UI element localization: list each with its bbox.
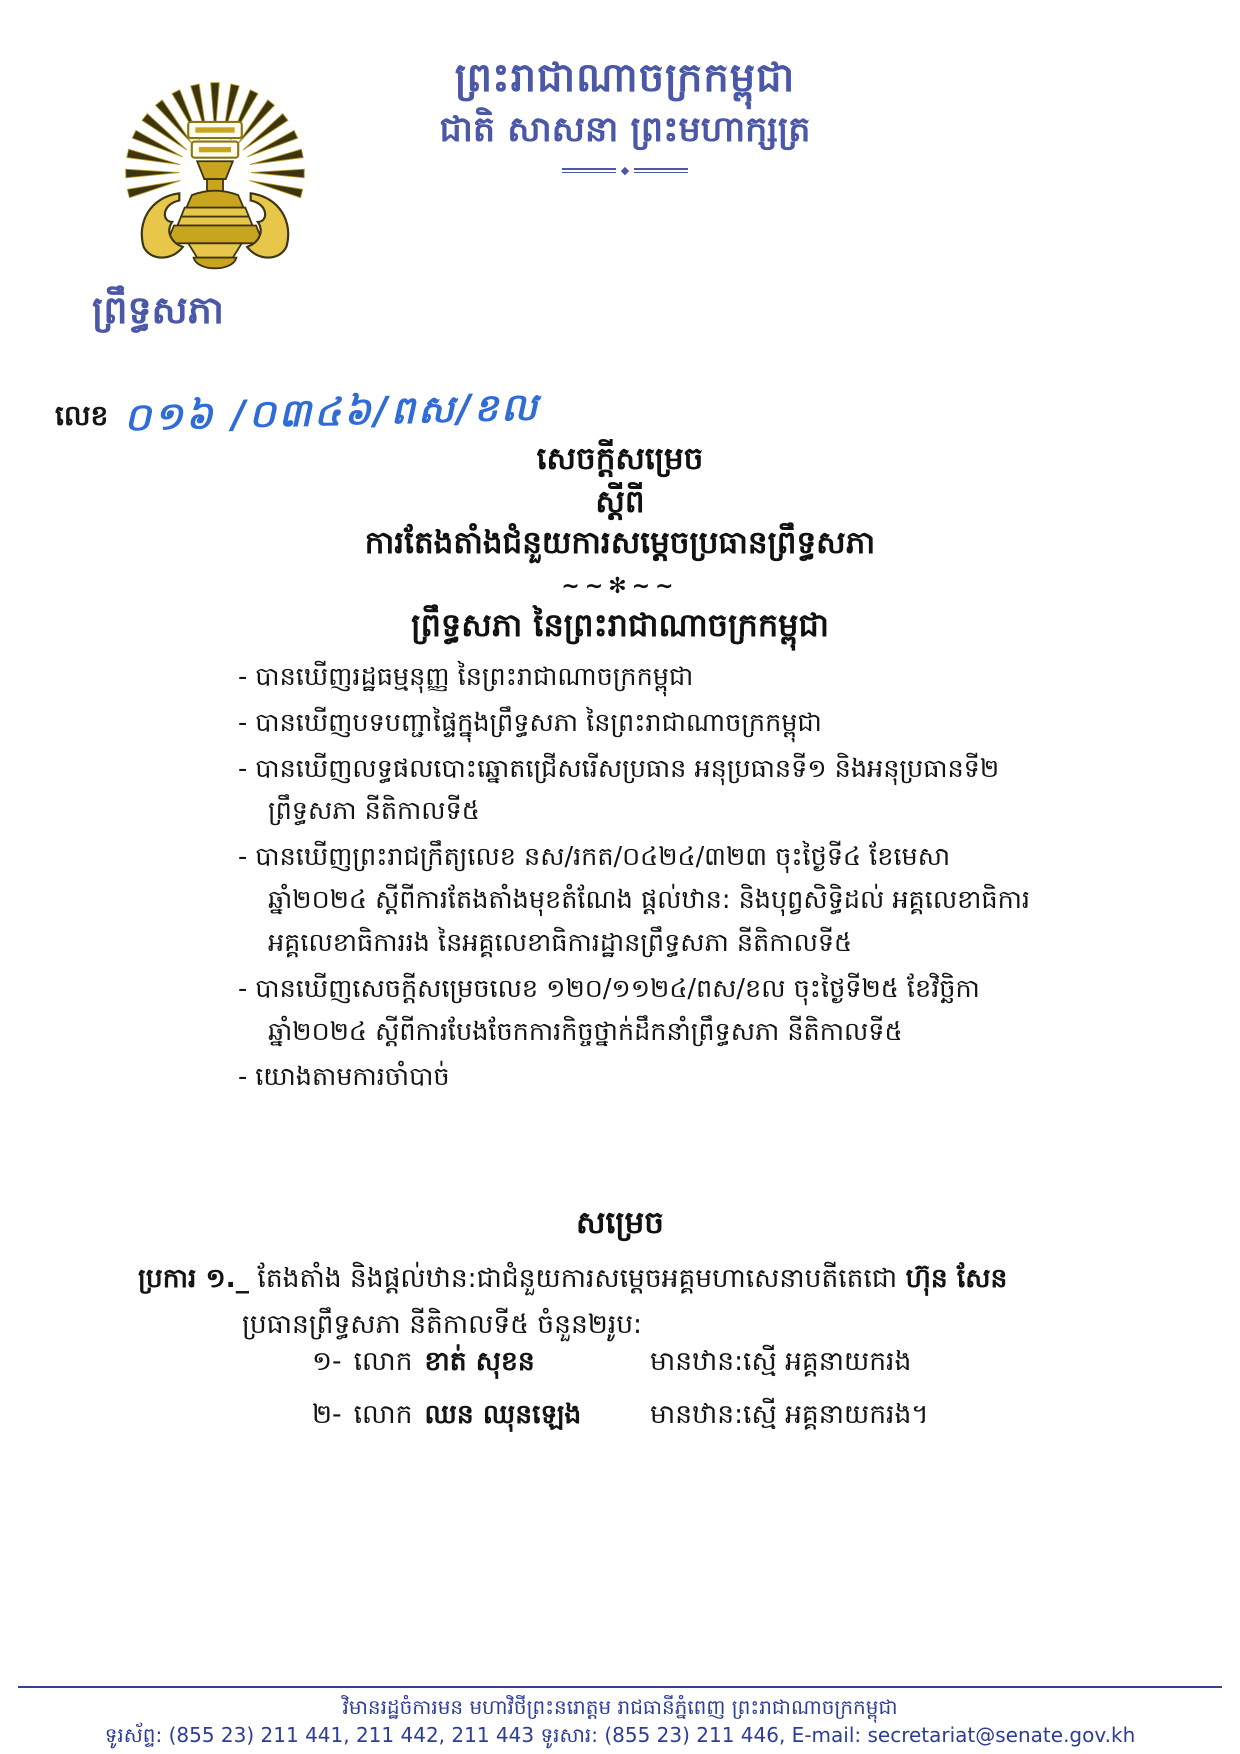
emblem-chalice [167,161,263,257]
appointee-name: ឈន ឈុនឡេង [424,1399,582,1430]
header-divider-ornament [562,163,688,177]
issuer-line: ព្រឹទ្ធសភា នៃព្រះរាជាណាចក្រកម្ពុជា [411,606,829,644]
institution-name: ព្រឹទ្ធសភា [92,288,224,332]
preamble-item: - បានឃើញលទ្ធផលបោះឆ្នោតជ្រើសរើសប្រធាន អនុប្រធានទី១ និងអនុប្រធានទី២ ព្រឹទ្ធសភា នីតិកាលទី៥ [238,753,1000,827]
footer-divider-line [18,1686,1222,1688]
reference-line [55,384,541,444]
preamble-item: - បានឃើញព្រះរាជក្រឹត្យលេខ នស/រកត/០៤២៤/៣២៣ ចុះថ្ងៃទី៤ ខែមេសា ឆ្នាំ២០២៤ ស្តីពីការតែងតាំងមុខតំណែង ផ្តល់ឋាន: និងបុព្វសិទ្ធិដល់ អគ្គលេខាធិការ អគ្គលេខាធិការរង នៃអគ្គលេខាធិការដ្ឋានព្រឹទ្ធសភា នីតិកាលទី៥ [238,842,1030,958]
appointee-title: លោក [353,1399,413,1430]
doc-title-line1: សេចក្តីសម្រេច [536,441,704,477]
appointee-name: ខាត់ សុខន [424,1346,535,1377]
appointee-row [312,1344,929,1383]
appointee-identity [312,1344,650,1383]
article-1 [138,1256,1106,1347]
appointee-list [312,1344,929,1450]
footer-contact: ទូរស័ព្ទ: (855 23) 211 441, 211 442, 211 443 ទូរសារ: (855 23) 211 446, E-mail: secretariat@senate.gov.kh [104,1723,1136,1747]
reference-label: លេខ [55,399,109,432]
appointee-number: ១- [312,1346,342,1377]
appointee-row [312,1397,929,1436]
article-1-name: ហ៊ុន សែន [905,1263,1008,1294]
diamond-icon: ◆ [620,163,630,177]
doc-title-line3: ការតែងតាំងជំនួយការសម្តេចប្រធានព្រឹទ្ធសភា [364,525,876,561]
reference-number-handwritten: ០១៦ /០៣៤៦/ពស/ខល [123,384,541,440]
article-1-label: ប្រការ ១._ [138,1263,249,1294]
preamble-item: - យោងតាមការចាំបាច់ [238,1062,450,1093]
emblem-banner [188,122,242,158]
title-divider-ornament: ∼∼✻∼∼ [561,574,679,599]
preamble-list [238,656,1040,1102]
footer-address: វិមានរដ្ឋចំការមន មហាវិថីព្រះនរោត្តម រាជធានីភ្នំពេញ ព្រះរាជាណាចក្រកម្ពុជា [342,1695,898,1719]
doc-title-line2: ស្តីពី [595,484,645,520]
national-motto: ជាតិ សាសនា ព្រះមហាក្សត្រ [439,110,811,150]
appointee-rank: មានឋាន:ស្មើ អគ្គនាយករង។ [650,1399,929,1430]
appointee-rank: មានឋាន:ស្មើ អគ្គនាយករង [650,1346,912,1377]
appointee-title: លោក [353,1346,413,1377]
preamble-item: - បានឃើញបទបញ្ជាផ្ទៃក្នុងព្រឹទ្ធសភា នៃព្រះរាជាណាចក្រកម្ពុជា [238,707,822,738]
article-1-line2: ប្រធានព្រឹទ្ធសភា នីតិកាលទី៥ ចំនួន២រូប: [242,1308,642,1340]
appointee-identity [312,1397,650,1436]
preamble-item: - បានឃើញរដ្ឋធម្មនុញ្ញ នៃព្រះរាជាណាចក្រកម្ពុជា [238,662,694,692]
decision-heading: សម្រេច [576,1205,664,1241]
kingdom-title: ព្រះរាជាណាចក្រកម្ពុជា [454,55,796,101]
article-1-text: តែងតាំង និងផ្តល់ឋាន:ជាជំនួយការសម្តេចអគ្គមហាសេនាបតីតេជោ [257,1263,898,1294]
preamble-item: - បានឃើញសេចក្តីសម្រេចលេខ ១២០/១១២៤/ពស/ខល ចុះថ្ងៃទី២៥ ខែវិច្ឆិកា ឆ្នាំ២០២៤ ស្តីពីការបែងចែកការកិច្ចថ្នាក់ដឹកនាំព្រឹទ្ធសភា នីតិកាលទី៥ [238,973,980,1047]
appointee-number: ២- [312,1399,342,1430]
